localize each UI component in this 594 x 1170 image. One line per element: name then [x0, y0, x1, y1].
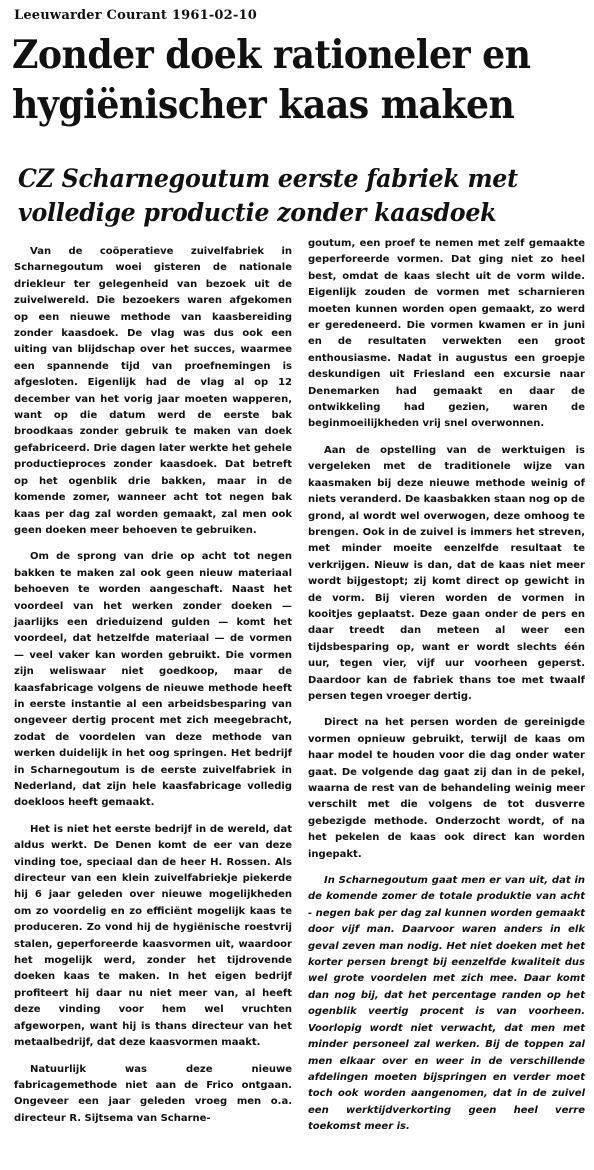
subheadline	[18, 162, 552, 230]
article-column-right	[308, 236, 585, 1136]
article-paragraph: Direct na het persen worden de gereinigde vormen opnieuw gebruikt, terwijl de kaas om haar model te houden voor die dag onder water gaat. De volgende dag gaat zij dan in de pekel, waarna de rest van de behandeling weinig meer verschilt met die volgens de tot dusverre gebezigde methode. Onderzocht wordt, of na het pekelen de kaas ook direct kan worden ingepakt.	[308, 717, 585, 860]
subheadline-line-1: CZ Scharnegoutum eerste fabriek met	[18, 164, 518, 194]
article-paragraph: Het is niet het eerste bedrijf in de wereld, dat aldus werkt. De Denen komt de eer van deze vinding toe, speciaal dan de heer H. Rossen. Als directeur van een klein zuivelfabriekje piekerde hij 6 jaar geleden over nieuwe mogelijkheden om zo voordelig en zo efficiënt mogelijk kaas te produceren. Zo vond hij de hygiënische roestvrij stalen, geperforeerde kaasvormen uit, waardoor het mogelijk werd, zonder het tijdrovende doeken kaas te maken. In het eigen bedrijf profiteert hij daar nu niet meer van, al heeft deze vinding voor hem wel vruchten afgeworpen, want hij is thans directeur van het metaalbedrijf, dat deze kaasvormen maakt.	[14, 823, 292, 1049]
article-paragraph-italic: In Scharnegoutum gaat men er van uit, dat in de komende zomer de totale produktie van acht - negen bak per dag zal kunnen worden gemaakt door vijf man. Daarvoor waren anders in elk geval zeven man nodig. Het niet doeken met het korter persen brengt bij eenzelfde kwaliteit dus wel grote voordelen met zich mee. Daar komt dan nog bij, dat het percentage randen op het ogenblik veertig procent is van voorheen. Voorlopig wordt niet verwacht, dat men met minder personeel zal werken. Bij de toppen zal men elkaar over en weer in de verschillende afdelingen moeten bijspringen en verder moet toch ook worden aangenomen, dat in de zuivel een werktijdverkorting geen heel verre toekomst meer is.	[308, 875, 585, 1133]
article-paragraph: Om de sprong van drie op acht tot negen bakken te maken zal ook geen nieuw materiaal behoeven te worden aangeschaft. Naast het voordeel van het werken zonder doeken — jaarlijks een drieduizend gulden — komt het voordeel, dat hetzelfde materiaal — de vormen — veel vaker kan worden gebruikt. Die vormen zijn weliswaar niet goedkoop, maar de kaasfabricage volgens de nieuwe methode heeft in eerste instantie al een arbeidsbesparing van ongeveer dertig procent met zich meegebracht, zodat de voordelen van deze methode van werken duidelijk in het oog springen. Het bedrijf in Scharnegoutum is de eerste zuivelfabriek in Nederland, dat zijn hele kaasfabricage volledig doekloos heeft gemaakt.	[14, 551, 292, 809]
article-paragraph: Aan de opstelling van de werktuigen is vergeleken met de traditionele wijze van kaasmaken bij deze nieuwe methode weinig of niets veranderd. De kaasbakken staan nog op de grond, al wordt wel overwogen, deze omhoog te brengen. Ook in de zuivel is immers het streven, met minder moeite eenzelfde resultaat te verkrijgen. Nieuw is dan, dat de kaas niet meer wordt bijgestopt; zij komt direct op gewicht in de vorm. Bij vieren worden de vormen in kooitjes geplaatst. Deze gaan onder de pers en daar treedt dan meteen al weer een tijdsbesparing op, want er wordt slechts één uur, tegen vier, vijf uur voorheen geperst. Daardoor kan de fabriek thans toe met twaalf persen tegen vroeger dertig.	[308, 444, 585, 702]
headline-line-2: hygiënischer kaas maken	[12, 82, 515, 128]
article-paragraph: Van de coöperatieve zuivelfabriek in Scharnegoutum woei gisteren de nationale driekleur ter gelegenheid van bezoek uit de zuivelwereld. Die bezoekers waren afgekomen op een nieuwe methode van kaasbereiding zonder kaasdoek. De vlag was dus ook een uiting van blijdschap over het succes, waarmee een spannende tijd van proefnemingen is afgesloten. Eigenlijk had de vlag al op 12 december van het vorig jaar moeten wapperen, want op die datum werd de eerste bak broodkaas zonder gebruik te maken van doek gefabriceerd. Drie dagen later werkte het gehele productieproces zonder kaasdoek. Dat betreft op het ogenblik drie bakken, maar in de komende zomer, wanneer acht tot negen bak kaas per dag zal worden gemaakt, zal men ook geen doeken meer behoeven te gebruiken.	[14, 246, 292, 536]
article-column-left	[14, 244, 292, 1127]
headline	[12, 30, 546, 130]
headline-line-1: Zonder doek rationeler en	[12, 32, 531, 78]
source-line: Leeuwarder Courant 1961-02-10	[14, 8, 258, 23]
article-paragraph: goutum, een proef te nemen met zelf gemaakte geperforeerde vormen. Dat ging niet zo heel best, omdat de kaas slecht uit de vorm wilde. Eigenlijk zouden de vormen met scharnieren moeten kunnen worden open gemaakt, zo werd er geredeneerd. Die vormen kwamen er in juni en de resultaten verwekten een groot enthousiasme. Nadat in augustus een groepje deskundigen uit Friesland een excursie naar Denemarken had gemaakt en daar de ontwikkeling had gezien, waren de beginmoeilijkheden vrij snel overwonnen.	[308, 238, 585, 430]
subheadline-line-2: volledige productie zonder kaasdoek	[18, 198, 497, 228]
article-paragraph: Natuurlijk was deze nieuwe fabricagemethode niet aan de Frico ontgaan. Ongeveer een jaar geleden vroeg men o.a. directeur R. Sijtsema van Scharne-	[14, 1063, 292, 1124]
